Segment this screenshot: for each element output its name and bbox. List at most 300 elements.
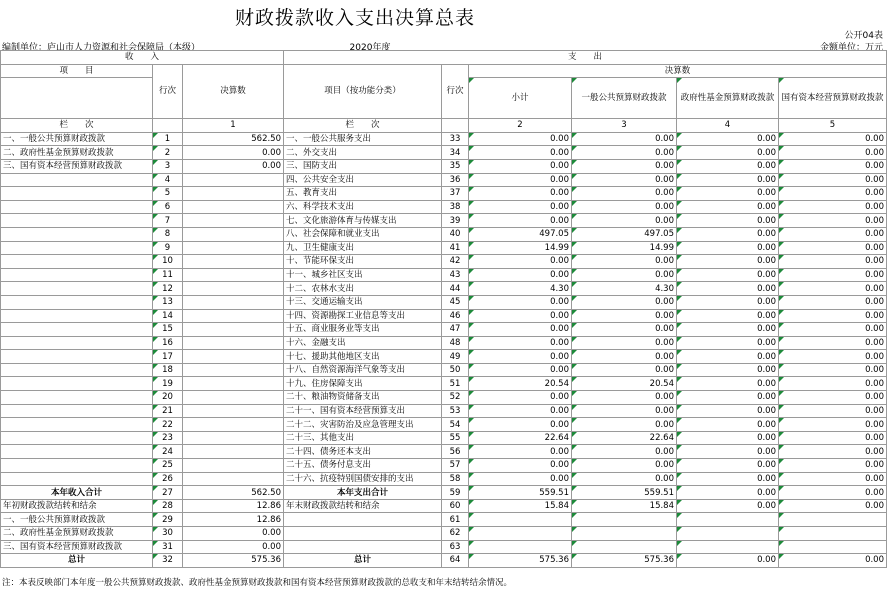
gov-fund-cell[interactable]: 0.00 [677,445,779,459]
income-line-no-cell[interactable]: 23 [153,431,183,445]
expense-line-no-cell[interactable]: 39 [442,214,469,228]
state-capital-cell[interactable]: 0.00 [779,472,887,486]
expense-line-no-cell[interactable]: 35 [442,159,469,173]
state-capital-cell[interactable] [779,513,887,527]
expense-line-col-num[interactable] [442,119,469,133]
income-amount-cell[interactable] [183,295,284,309]
general-budget-cell[interactable]: 0.00 [572,418,677,432]
income-item-cell[interactable] [1,268,153,282]
general-budget-cell[interactable]: 0.00 [572,132,677,146]
expense-line-no-cell[interactable]: 57 [442,459,469,473]
state-capital-header[interactable]: 国有资本经营预算财政拨款 [779,78,887,119]
expense-item-cell[interactable] [284,527,442,541]
state-capital-cell[interactable]: 0.00 [779,132,887,146]
income-line-no-cell[interactable]: 18 [153,363,183,377]
subtotal-cell[interactable]: 4.30 [469,282,572,296]
subtotal-cell[interactable]: 0.00 [469,445,572,459]
gov-fund-cell[interactable]: 0.00 [677,472,779,486]
general-budget-cell[interactable] [572,513,677,527]
income-item-cell[interactable] [1,282,153,296]
income-line-no-cell[interactable]: 29 [153,513,183,527]
gov-fund-cell[interactable] [677,527,779,541]
general-budget-cell[interactable]: 575.36 [572,554,677,568]
subtotal-cell[interactable]: 0.00 [469,159,572,173]
general-budget-cell[interactable]: 0.00 [572,173,677,187]
expense-line-no-cell[interactable]: 61 [442,513,469,527]
expense-item-cell[interactable]: 九、卫生健康支出 [284,241,442,255]
expense-line-no-cell[interactable]: 47 [442,323,469,337]
subtotal-cell[interactable]: 0.00 [469,323,572,337]
gov-fund-cell[interactable]: 0.00 [677,227,779,241]
gov-fund-cell[interactable]: 0.00 [677,268,779,282]
income-line-no-cell[interactable]: 31 [153,540,183,554]
gov-fund-cell[interactable]: 0.00 [677,377,779,391]
income-amount-cell[interactable]: 562.50 [183,132,284,146]
income-line-no-cell[interactable]: 2 [153,146,183,160]
gov-fund-cell[interactable]: 0.00 [677,241,779,255]
general-budget-cell[interactable]: 0.00 [572,363,677,377]
gov-fund-cell[interactable]: 0.00 [677,336,779,350]
state-capital-cell[interactable] [779,540,887,554]
subtotal-cell[interactable]: 20.54 [469,377,572,391]
expense-line-no-cell[interactable]: 62 [442,527,469,541]
income-amount-cell[interactable] [183,459,284,473]
state-capital-cell[interactable]: 0.00 [779,459,887,473]
income-amount-cell[interactable] [183,241,284,255]
income-line-no-cell[interactable]: 8 [153,227,183,241]
income-line-no-cell[interactable]: 32 [153,554,183,568]
income-item-cell[interactable]: 二、政府性基金预算财政拨款 [1,527,153,541]
expense-item-cell[interactable]: 三、国防支出 [284,159,442,173]
general-budget-cell[interactable]: 20.54 [572,377,677,391]
income-item-cell[interactable] [1,323,153,337]
income-line-no-cell[interactable]: 22 [153,418,183,432]
income-amount-cell[interactable] [183,336,284,350]
gov-fund-cell[interactable]: 0.00 [677,187,779,201]
income-line-no-cell[interactable]: 26 [153,472,183,486]
income-amount-cell[interactable]: 575.36 [183,554,284,568]
subtotal-cell[interactable]: 0.00 [469,255,572,269]
income-amount-cell[interactable] [183,391,284,405]
state-capital-cell[interactable]: 0.00 [779,499,887,513]
subtotal-cell[interactable]: 0.00 [469,146,572,160]
state-capital-cell[interactable]: 0.00 [779,377,887,391]
income-line-no-cell[interactable]: 13 [153,295,183,309]
gov-fund-cell[interactable]: 0.00 [677,323,779,337]
income-line-no-cell[interactable]: 9 [153,241,183,255]
column-number-2[interactable]: 2 [469,119,572,133]
income-line-no-cell[interactable]: 30 [153,527,183,541]
income-line-no-cell[interactable]: 20 [153,391,183,405]
expense-item-cell[interactable]: 年末财政拨款结转和结余 [284,499,442,513]
income-line-no-cell[interactable]: 19 [153,377,183,391]
expense-line-no-cell[interactable]: 44 [442,282,469,296]
expense-item-cell[interactable]: 二十四、债务还本支出 [284,445,442,459]
general-budget-cell[interactable]: 0.00 [572,404,677,418]
gov-fund-cell[interactable]: 0.00 [677,282,779,296]
income-line-no-header[interactable]: 行次 [153,64,183,119]
expense-line-no-cell[interactable]: 50 [442,363,469,377]
expense-item-cell[interactable]: 本年支出合计 [284,486,442,500]
income-line-no-cell[interactable]: 12 [153,282,183,296]
general-budget-cell[interactable]: 0.00 [572,350,677,364]
state-capital-cell[interactable]: 0.00 [779,282,887,296]
state-capital-cell[interactable]: 0.00 [779,214,887,228]
expense-item-cell[interactable]: 十二、农林水支出 [284,282,442,296]
expense-item-cell[interactable]: 四、公共安全支出 [284,173,442,187]
income-amount-cell[interactable]: 12.86 [183,513,284,527]
income-budget-header[interactable]: 决算数 [183,64,284,119]
income-item-cell[interactable] [1,295,153,309]
expense-item-cell[interactable]: 十三、交通运输支出 [284,295,442,309]
subtotal-cell[interactable]: 0.00 [469,350,572,364]
income-item-cell[interactable]: 年初财政拨款结转和结余 [1,499,153,513]
subtotal-cell[interactable]: 0.00 [469,173,572,187]
gov-fund-cell[interactable]: 0.00 [677,295,779,309]
subtotal-cell[interactable]: 0.00 [469,132,572,146]
expense-item-cell[interactable] [284,540,442,554]
general-budget-cell[interactable] [572,540,677,554]
gov-fund-cell[interactable]: 0.00 [677,431,779,445]
income-amount-cell[interactable]: 562.50 [183,486,284,500]
income-amount-cell[interactable] [183,173,284,187]
gov-fund-cell[interactable]: 0.00 [677,214,779,228]
income-line-no-cell[interactable]: 5 [153,187,183,201]
income-item-cell[interactable] [1,404,153,418]
gov-fund-cell[interactable]: 0.00 [677,173,779,187]
expense-item-cell[interactable]: 五、教育支出 [284,187,442,201]
gov-fund-cell[interactable]: 0.00 [677,132,779,146]
subtotal-cell[interactable] [469,527,572,541]
expense-line-no-cell[interactable]: 63 [442,540,469,554]
expense-item-cell[interactable]: 十七、援助其他地区支出 [284,350,442,364]
subtotal-cell[interactable]: 0.00 [469,295,572,309]
income-item-cell[interactable] [1,445,153,459]
state-capital-cell[interactable]: 0.00 [779,187,887,201]
income-amount-cell[interactable] [183,227,284,241]
income-item-cell[interactable]: 三、国有资本经营预算财政拨款 [1,540,153,554]
subtotal-cell[interactable]: 15.84 [469,499,572,513]
general-budget-cell[interactable]: 0.00 [572,472,677,486]
income-item-cell[interactable] [1,377,153,391]
income-amount-cell[interactable] [183,350,284,364]
income-amount-cell[interactable] [183,200,284,214]
gov-fund-cell[interactable]: 0.00 [677,418,779,432]
income-amount-cell[interactable] [183,418,284,432]
general-budget-cell[interactable]: 0.00 [572,146,677,160]
expense-line-no-cell[interactable]: 56 [442,445,469,459]
income-amount-cell[interactable] [183,404,284,418]
subtotal-cell[interactable]: 559.51 [469,486,572,500]
expense-line-no-cell[interactable]: 60 [442,499,469,513]
general-budget-cell[interactable]: 0.00 [572,255,677,269]
gov-fund-cell[interactable]: 0.00 [677,146,779,160]
general-budget-cell[interactable] [572,527,677,541]
subtotal-cell[interactable]: 14.99 [469,241,572,255]
general-budget-cell[interactable]: 0.00 [572,187,677,201]
income-item-cell[interactable] [1,431,153,445]
general-budget-cell[interactable]: 497.05 [572,227,677,241]
expense-item-cell[interactable] [284,513,442,527]
gov-fund-cell[interactable]: 0.00 [677,554,779,568]
expense-line-no-cell[interactable]: 41 [442,241,469,255]
gov-fund-header[interactable]: 政府性基金预算财政拨款 [677,78,779,119]
income-item-cell[interactable]: 三、国有资本经营预算财政拨款 [1,159,153,173]
expense-line-no-header[interactable]: 行次 [442,64,469,119]
state-capital-cell[interactable]: 0.00 [779,336,887,350]
expense-line-no-cell[interactable]: 43 [442,268,469,282]
income-line-no-cell[interactable]: 15 [153,323,183,337]
general-budget-cell[interactable]: 0.00 [572,336,677,350]
income-line-no-cell[interactable]: 27 [153,486,183,500]
general-budget-cell[interactable]: 0.00 [572,214,677,228]
expense-item-cell[interactable]: 二十一、国有资本经营预算支出 [284,404,442,418]
state-capital-cell[interactable]: 0.00 [779,173,887,187]
general-budget-cell[interactable]: 0.00 [572,268,677,282]
column-number-4[interactable]: 4 [677,119,779,133]
state-capital-cell[interactable]: 0.00 [779,227,887,241]
expense-line-no-cell[interactable]: 36 [442,173,469,187]
income-amount-cell[interactable]: 0.00 [183,540,284,554]
expense-item-cell[interactable]: 七、文化旅游体育与传媒支出 [284,214,442,228]
general-budget-cell[interactable]: 0.00 [572,309,677,323]
expense-line-no-cell[interactable]: 40 [442,227,469,241]
expense-line-no-cell[interactable]: 54 [442,418,469,432]
income-amount-cell[interactable] [183,472,284,486]
state-capital-cell[interactable]: 0.00 [779,363,887,377]
expense-line-no-cell[interactable]: 59 [442,486,469,500]
income-item-cell[interactable] [1,227,153,241]
subtotal-cell[interactable]: 0.00 [469,309,572,323]
income-line-no-cell[interactable]: 11 [153,268,183,282]
gov-fund-cell[interactable]: 0.00 [677,499,779,513]
subtotal-cell[interactable]: 575.36 [469,554,572,568]
expense-line-no-cell[interactable]: 48 [442,336,469,350]
income-line-no-cell[interactable]: 7 [153,214,183,228]
expense-line-no-cell[interactable]: 38 [442,200,469,214]
state-capital-cell[interactable]: 0.00 [779,486,887,500]
general-budget-cell[interactable]: 0.00 [572,323,677,337]
gov-fund-cell[interactable]: 0.00 [677,200,779,214]
expense-item-cell[interactable]: 一、一般公共服务支出 [284,132,442,146]
expense-line-no-cell[interactable]: 55 [442,431,469,445]
expense-item-cell[interactable]: 十五、商业服务业等支出 [284,323,442,337]
income-header[interactable]: 收 入 [1,51,284,65]
expense-line-no-cell[interactable]: 34 [442,146,469,160]
state-capital-cell[interactable]: 0.00 [779,268,887,282]
expense-line-no-cell[interactable]: 52 [442,391,469,405]
expense-line-no-cell[interactable]: 42 [442,255,469,269]
expense-item-cell[interactable]: 二十六、抗疫特别国债安排的支出 [284,472,442,486]
state-capital-cell[interactable]: 0.00 [779,295,887,309]
general-budget-cell[interactable]: 15.84 [572,499,677,513]
subtotal-cell[interactable]: 0.00 [469,363,572,377]
expense-budget-header[interactable]: 决算数 [469,64,887,78]
income-amount-cell[interactable]: 0.00 [183,146,284,160]
subtotal-cell[interactable]: 0.00 [469,214,572,228]
gov-fund-cell[interactable]: 0.00 [677,404,779,418]
expense-item-cell[interactable]: 八、社会保障和就业支出 [284,227,442,241]
income-amount-cell[interactable] [183,309,284,323]
state-capital-cell[interactable] [779,527,887,541]
subtotal-cell[interactable]: 0.00 [469,459,572,473]
general-budget-cell[interactable]: 4.30 [572,282,677,296]
income-line-no-cell[interactable]: 6 [153,200,183,214]
state-capital-cell[interactable]: 0.00 [779,431,887,445]
state-capital-cell[interactable]: 0.00 [779,200,887,214]
state-capital-cell[interactable]: 0.00 [779,445,887,459]
income-item-cell[interactable] [1,309,153,323]
state-capital-cell[interactable]: 0.00 [779,418,887,432]
income-line-no-cell[interactable]: 16 [153,336,183,350]
general-budget-cell[interactable]: 0.00 [572,391,677,405]
expense-line-no-cell[interactable]: 58 [442,472,469,486]
subtotal-cell[interactable]: 0.00 [469,418,572,432]
general-budget-cell[interactable]: 14.99 [572,241,677,255]
expense-item-cell[interactable]: 十六、金融支出 [284,336,442,350]
state-capital-cell[interactable]: 0.00 [779,159,887,173]
income-item-cell[interactable] [1,200,153,214]
income-amount-cell[interactable]: 12.86 [183,499,284,513]
expense-item-cell[interactable]: 十四、资源勘探工业信息等支出 [284,309,442,323]
income-item-cell[interactable] [1,187,153,201]
income-column-label[interactable]: 栏 次 [1,119,153,133]
income-line-no-cell[interactable]: 1 [153,132,183,146]
gov-fund-cell[interactable]: 0.00 [677,486,779,500]
expense-line-no-cell[interactable]: 64 [442,554,469,568]
expense-line-no-cell[interactable]: 33 [442,132,469,146]
income-amount-cell[interactable] [183,255,284,269]
expense-line-no-cell[interactable]: 45 [442,295,469,309]
gov-fund-cell[interactable]: 0.00 [677,459,779,473]
subtotal-cell[interactable]: 0.00 [469,472,572,486]
income-item-cell[interactable] [1,255,153,269]
expense-line-no-cell[interactable]: 46 [442,309,469,323]
subtotal-header[interactable]: 小计 [469,78,572,119]
state-capital-cell[interactable]: 0.00 [779,241,887,255]
gov-fund-cell[interactable]: 0.00 [677,350,779,364]
income-item-cell[interactable] [1,350,153,364]
income-amount-cell[interactable]: 0.00 [183,159,284,173]
expense-line-no-cell[interactable]: 49 [442,350,469,364]
expense-item-cell[interactable]: 总计 [284,554,442,568]
general-budget-cell[interactable]: 0.00 [572,459,677,473]
income-item-cell[interactable] [1,391,153,405]
general-budget-cell[interactable]: 559.51 [572,486,677,500]
column-number-5[interactable]: 5 [779,119,887,133]
income-amount-cell[interactable]: 0.00 [183,527,284,541]
expense-item-cell[interactable]: 十八、自然资源海洋气象等支出 [284,363,442,377]
income-item-cell[interactable]: 二、政府性基金预算财政拨款 [1,146,153,160]
income-item-cell[interactable] [1,418,153,432]
income-amount-cell[interactable] [183,214,284,228]
income-line-no-cell[interactable]: 4 [153,173,183,187]
income-item-cell[interactable] [1,241,153,255]
income-amount-cell[interactable] [183,268,284,282]
general-budget-header[interactable]: 一般公共预算财政拨款 [572,78,677,119]
expense-line-no-cell[interactable]: 51 [442,377,469,391]
general-budget-cell[interactable]: 0.00 [572,200,677,214]
income-line-no-cell[interactable]: 3 [153,159,183,173]
income-amount-cell[interactable] [183,363,284,377]
gov-fund-cell[interactable] [677,540,779,554]
state-capital-cell[interactable]: 0.00 [779,404,887,418]
general-budget-cell[interactable]: 0.00 [572,159,677,173]
gov-fund-cell[interactable]: 0.00 [677,309,779,323]
subtotal-cell[interactable]: 22.64 [469,431,572,445]
state-capital-cell[interactable]: 0.00 [779,255,887,269]
expense-item-cell[interactable]: 十、节能环保支出 [284,255,442,269]
income-item-header[interactable]: 项 目 [1,64,153,78]
income-line-no-cell[interactable]: 28 [153,499,183,513]
gov-fund-cell[interactable] [677,513,779,527]
state-capital-cell[interactable]: 0.00 [779,350,887,364]
column-number-3[interactable]: 3 [572,119,677,133]
income-line-no-cell[interactable]: 21 [153,404,183,418]
gov-fund-cell[interactable]: 0.00 [677,159,779,173]
income-item-cell[interactable]: 总计 [1,554,153,568]
expense-item-cell[interactable]: 十九、住房保障支出 [284,377,442,391]
state-capital-cell[interactable]: 0.00 [779,554,887,568]
income-item-cell[interactable]: 一、一般公共预算财政拨款 [1,132,153,146]
income-line-no-cell[interactable]: 14 [153,309,183,323]
subtotal-cell[interactable]: 0.00 [469,200,572,214]
income-line-col-num[interactable] [153,119,183,133]
expense-item-cell[interactable]: 二十三、其他支出 [284,431,442,445]
subtotal-cell[interactable]: 0.00 [469,404,572,418]
func-item-header[interactable]: 项目（按功能分类） [284,64,442,119]
expense-item-cell[interactable]: 二十、粮油物资储备支出 [284,391,442,405]
expense-line-no-cell[interactable]: 37 [442,187,469,201]
expense-item-cell[interactable]: 二、外交支出 [284,146,442,160]
gov-fund-cell[interactable]: 0.00 [677,391,779,405]
expense-line-no-cell[interactable]: 53 [442,404,469,418]
income-item-cell[interactable]: 本年收入合计 [1,486,153,500]
subtotal-cell[interactable]: 0.00 [469,187,572,201]
state-capital-cell[interactable]: 0.00 [779,146,887,160]
income-item-cell[interactable] [1,214,153,228]
income-line-no-cell[interactable]: 24 [153,445,183,459]
subtotal-cell[interactable]: 0.00 [469,336,572,350]
income-line-no-cell[interactable]: 10 [153,255,183,269]
income-amount-cell[interactable] [183,445,284,459]
expense-column-label[interactable]: 栏 次 [284,119,442,133]
gov-fund-cell[interactable]: 0.00 [677,363,779,377]
income-item-subheader[interactable] [1,78,153,119]
subtotal-cell[interactable] [469,513,572,527]
gov-fund-cell[interactable]: 0.00 [677,255,779,269]
income-item-cell[interactable] [1,336,153,350]
state-capital-cell[interactable]: 0.00 [779,309,887,323]
general-budget-cell[interactable]: 0.00 [572,295,677,309]
general-budget-cell[interactable]: 22.64 [572,431,677,445]
expense-item-cell[interactable]: 六、科学技术支出 [284,200,442,214]
expense-item-cell[interactable]: 二十二、灾害防治及应急管理支出 [284,418,442,432]
subtotal-cell[interactable]: 0.00 [469,268,572,282]
subtotal-cell[interactable]: 497.05 [469,227,572,241]
subtotal-cell[interactable]: 0.00 [469,391,572,405]
state-capital-cell[interactable]: 0.00 [779,323,887,337]
subtotal-cell[interactable] [469,540,572,554]
income-amount-cell[interactable] [183,431,284,445]
income-amount-cell[interactable] [183,377,284,391]
income-item-cell[interactable] [1,363,153,377]
income-item-cell[interactable] [1,459,153,473]
income-item-cell[interactable]: 一、一般公共预算财政拨款 [1,513,153,527]
expense-item-cell[interactable]: 十一、城乡社区支出 [284,268,442,282]
expense-item-cell[interactable]: 二十五、债务付息支出 [284,459,442,473]
column-number-1[interactable]: 1 [183,119,284,133]
